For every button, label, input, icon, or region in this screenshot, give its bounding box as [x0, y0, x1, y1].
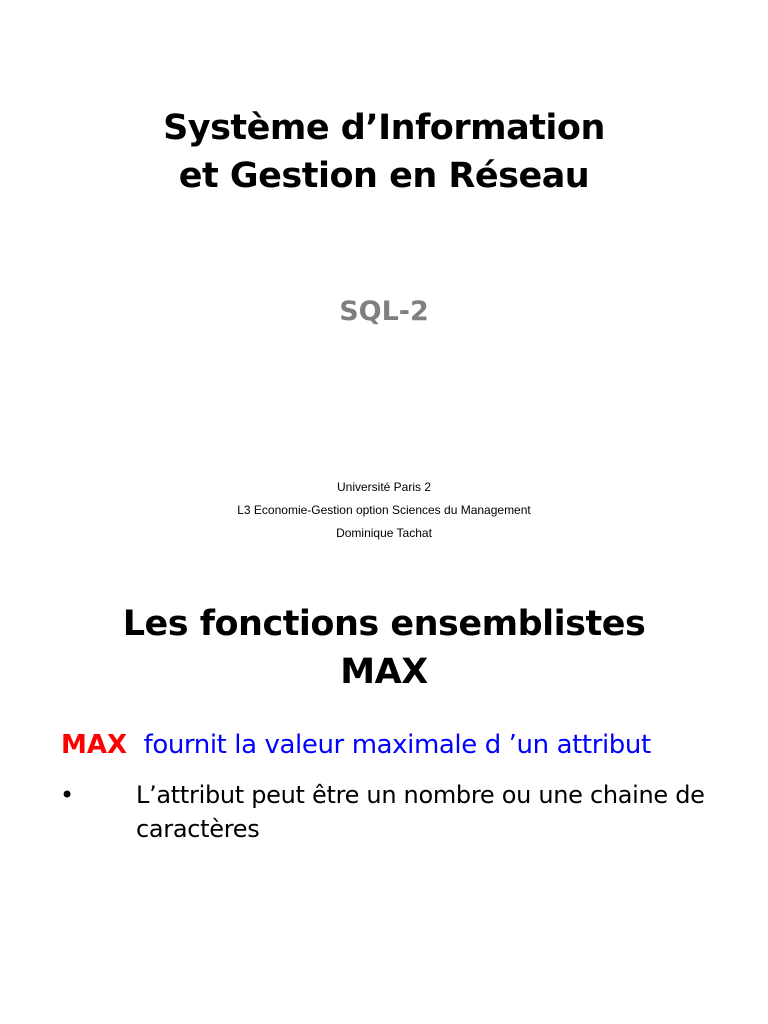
slide-1-subtitle: SQL-2 — [339, 296, 429, 327]
slide-1-title — [0, 104, 768, 200]
max-definition-text: fournit la valeur maximale d ’un attribut — [143, 730, 651, 760]
slide-1-info-block — [0, 476, 768, 545]
course-name: L3 Economie-Gestion option Sciences du Management — [237, 503, 531, 517]
slide-1-title-line-1: Système d’Information — [163, 108, 605, 148]
slide-2-title — [0, 600, 768, 696]
max-definition — [61, 726, 761, 764]
max-keyword: MAX — [61, 730, 128, 760]
slide-2 — [0, 570, 768, 1024]
slide-1-title-line-2: et Gestion en Réseau — [178, 156, 590, 196]
slide-2-title-line-1: Les fonctions ensemblistes — [122, 604, 646, 644]
bullet-dot-icon: • — [60, 781, 75, 809]
slide-2-title-line-2: MAX — [340, 652, 428, 692]
university-name: Université Paris 2 — [336, 480, 432, 494]
bullet-text: L’attribut peut être un nombre ou une chaine de caractères — [136, 781, 705, 843]
author-name: Dominique Tachat — [336, 526, 432, 540]
